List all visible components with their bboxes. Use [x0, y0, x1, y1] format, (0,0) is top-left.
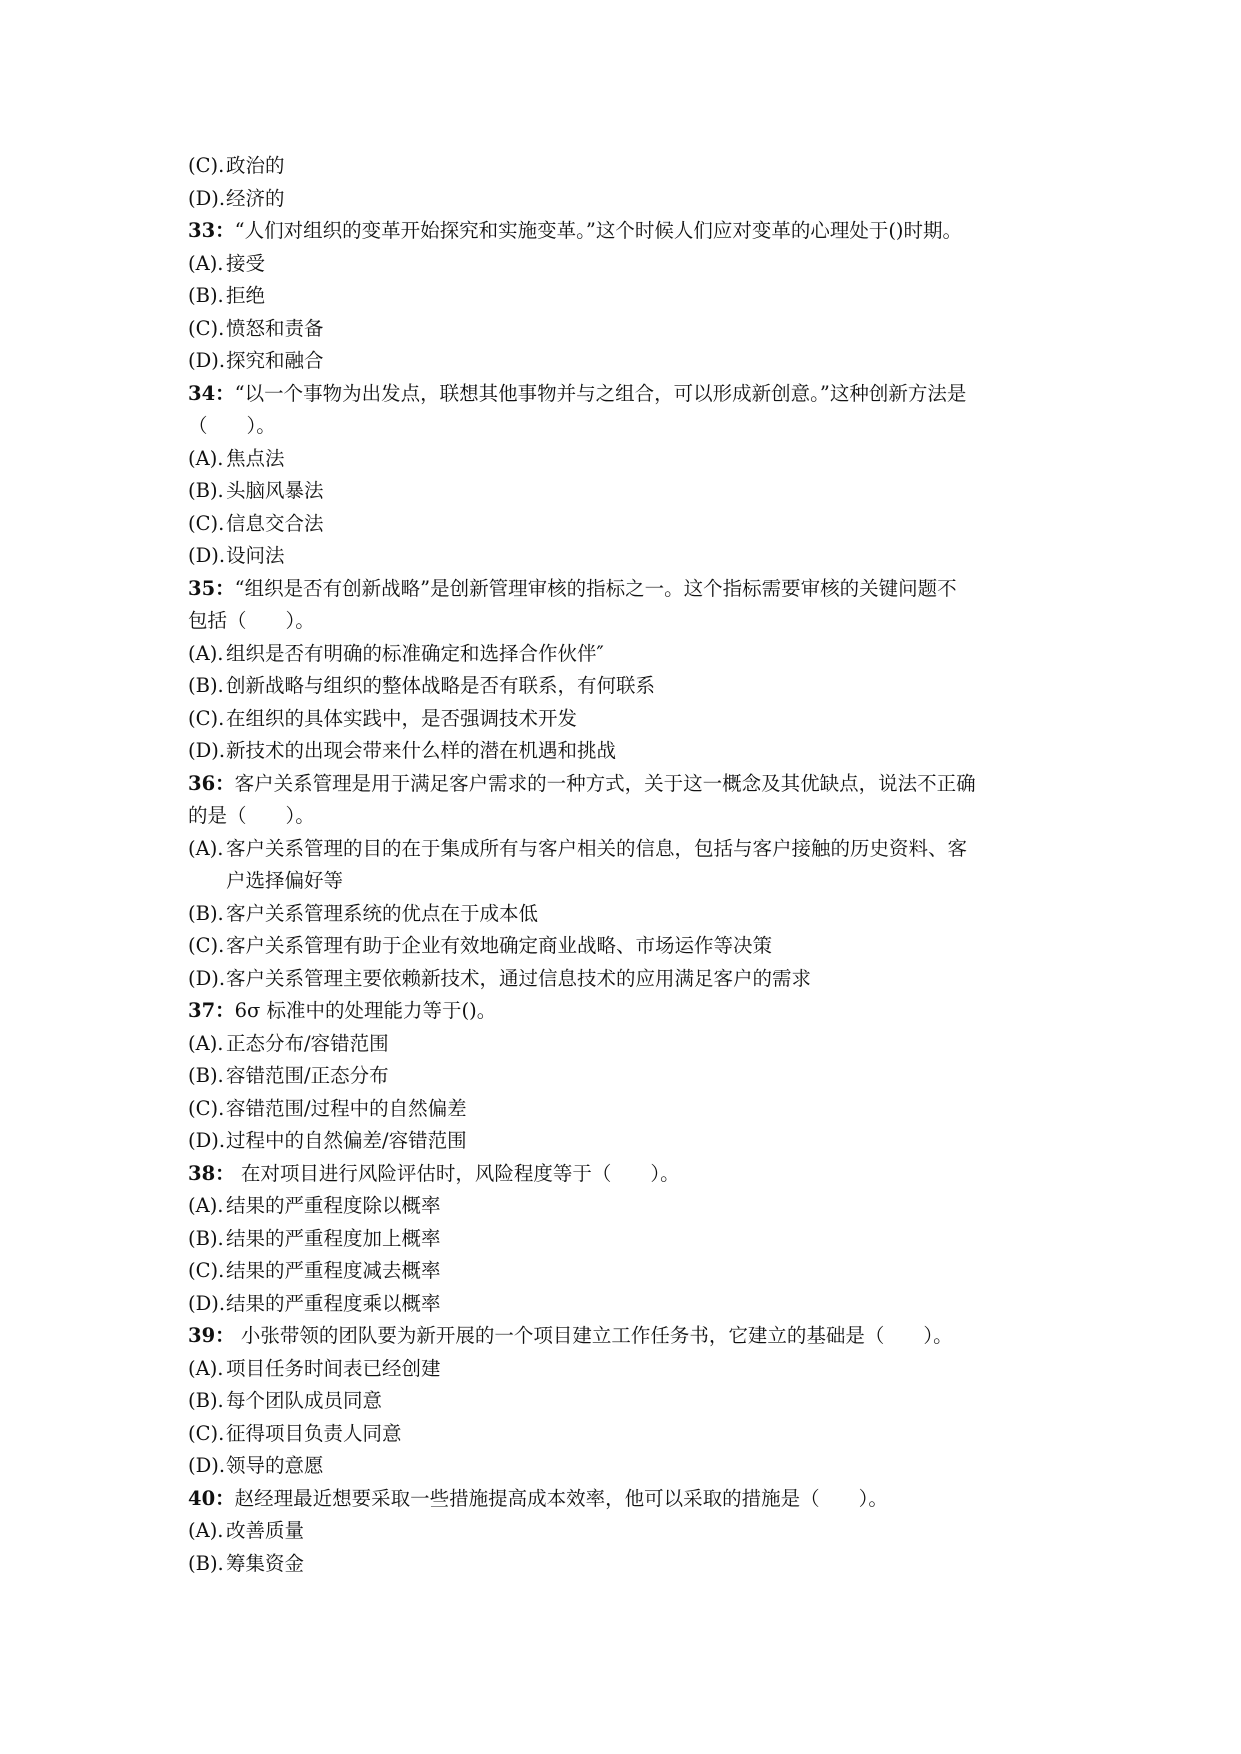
option-line — [188, 1093, 1058, 1126]
option-label: (D). — [188, 1129, 226, 1152]
option-label: (C). — [188, 706, 225, 730]
option-line — [188, 443, 1058, 476]
question-number: 40： — [188, 1486, 235, 1510]
option-line — [188, 1125, 1058, 1158]
option-label: (B). — [188, 1226, 224, 1250]
option-line — [188, 150, 1058, 183]
option-line — [188, 638, 1058, 671]
option-text: 结果的严重程度减去概率 — [226, 1259, 441, 1282]
option-line — [188, 1548, 1058, 1581]
option-label: (D). — [188, 1291, 226, 1315]
option-label: (B). — [188, 1551, 224, 1575]
option-text: 征得项目负责人同意 — [226, 1421, 402, 1445]
option-line — [188, 1255, 1058, 1288]
question-continuation: 的是（ ）。 — [188, 804, 315, 827]
option-line — [188, 1028, 1058, 1061]
question-text: “以一个事物为出发点，联想其他事物并与之组合，可以形成新创意。”这种创新方法是 — [234, 381, 967, 405]
option-label: (B). — [188, 284, 224, 307]
option-label: (C). — [188, 1259, 225, 1282]
option-text: 新技术的出现会带来什么样的潜在机遇和挑战 — [226, 739, 617, 762]
option-text: 焦点法 — [226, 446, 285, 470]
option-line — [188, 475, 1058, 508]
question-line — [188, 995, 1058, 1028]
question-number: 39： — [188, 1324, 235, 1347]
option-label: (A). — [188, 1194, 224, 1217]
option-text: 客户关系管理有助于企业有效地确定商业战略、市场运作等决策 — [226, 934, 773, 957]
option-text: 客户关系管理主要依赖新技术，通过信息技术的应用满足客户的需求 — [226, 966, 812, 990]
option-line — [188, 735, 1058, 768]
option-text: 愤怒和责备 — [226, 316, 324, 340]
question-number: 35： — [188, 576, 235, 600]
option-label: (B). — [188, 901, 224, 925]
option-line — [188, 963, 1058, 996]
option-continuation: 户选择偏好等 — [226, 869, 344, 892]
question-number: 36： — [188, 771, 235, 795]
question-number: 33： — [188, 219, 235, 242]
option-label: (B). — [188, 674, 224, 697]
option-text: 客户关系管理系统的优点在于成本低 — [226, 901, 539, 925]
option-label: (C). — [188, 316, 225, 340]
option-text: 每个团队成员同意 — [226, 1389, 383, 1412]
option-line — [188, 670, 1058, 703]
option-label: (B). — [188, 1389, 224, 1412]
question-line — [188, 378, 1058, 411]
option-line — [188, 930, 1058, 963]
option-label: (A). — [188, 641, 224, 665]
option-text: 信息交合法 — [226, 511, 324, 535]
option-text: 结果的严重程度加上概率 — [226, 1226, 441, 1250]
option-text: 创新战略与组织的整体战略是否有联系，有何联系 — [226, 674, 656, 697]
option-label: (C). — [188, 934, 225, 957]
option-text: 设问法 — [226, 544, 285, 567]
option-line — [188, 508, 1058, 541]
option-line — [188, 280, 1058, 313]
option-label: (D). — [188, 186, 226, 210]
option-text: 客户关系管理的目的在于集成所有与客户相关的信息，包括与客户接触的历史资料、客 — [226, 836, 968, 860]
option-line — [188, 1223, 1058, 1256]
option-line — [188, 345, 1058, 378]
option-line — [188, 540, 1058, 573]
option-label: (D). — [188, 544, 226, 567]
option-text: 容错范围/过程中的自然偏差 — [226, 1096, 467, 1120]
option-text: 结果的严重程度乘以概率 — [226, 1291, 441, 1315]
option-line — [188, 1288, 1058, 1321]
question-text: 客户关系管理是用于满足客户需求的一种方式，关于这一概念及其优缺点，说法不正确 — [234, 771, 976, 795]
option-label: (B). — [188, 1064, 224, 1087]
question-line — [188, 768, 1058, 801]
option-text: 接受 — [226, 251, 266, 275]
question-text: 6σ 标准中的处理能力等于()。 — [234, 999, 497, 1022]
option-label: (A). — [188, 1031, 224, 1055]
option-text: 改善质量 — [226, 1519, 305, 1542]
document-page — [188, 150, 1058, 1580]
option-line — [188, 898, 1058, 931]
option-label: (C). — [188, 1421, 225, 1445]
option-label: (A). — [188, 446, 224, 470]
option-line — [188, 183, 1058, 216]
question-number: 37： — [188, 999, 235, 1022]
question-text: “人们对组织的变革开始探究和实施变革。”这个时候人们应对变革的心理处于()时期。 — [234, 219, 963, 242]
option-label: (B). — [188, 479, 224, 502]
option-line — [188, 1353, 1058, 1386]
question-line — [188, 1158, 1058, 1191]
question-line — [188, 1483, 1058, 1516]
option-line — [188, 1450, 1058, 1483]
question-text: 小张带领的团队要为新开展的一个项目建立工作任务书，它建立的基础是（ ）。 — [234, 1324, 953, 1347]
option-label: (C). — [188, 511, 225, 535]
option-text: 过程中的自然偏差/容错范围 — [226, 1129, 467, 1152]
option-text: 头脑风暴法 — [226, 479, 324, 502]
option-line — [188, 1385, 1058, 1418]
question-text: 赵经理最近想要采取一些措施提高成本效率，他可以采取的措施是（ ）。 — [234, 1486, 888, 1510]
option-line — [188, 313, 1058, 346]
option-line — [188, 1515, 1058, 1548]
option-text: 结果的严重程度除以概率 — [226, 1194, 441, 1217]
option-line — [188, 1190, 1058, 1223]
option-text: 领导的意愿 — [226, 1454, 324, 1477]
option-label: (D). — [188, 739, 226, 762]
option-label: (D). — [188, 966, 226, 990]
option-label: (A). — [188, 836, 224, 860]
question-text: 在对项目进行风险评估时，风险程度等于（ ）。 — [234, 1161, 680, 1185]
option-text: 组织是否有明确的标准确定和选择合作伙伴″ — [226, 641, 604, 665]
option-label: (D). — [188, 1454, 226, 1477]
question-continuation: 包括（ ）。 — [188, 609, 315, 632]
option-text: 在组织的具体实践中，是否强调技术开发 — [226, 706, 578, 730]
option-line — [188, 1418, 1058, 1451]
option-line — [188, 703, 1058, 736]
option-text: 政治的 — [226, 154, 285, 177]
option-line — [188, 1060, 1058, 1093]
question-continuation: （ ）。 — [188, 414, 276, 437]
option-text: 容错范围/正态分布 — [226, 1064, 389, 1087]
option-text: 探究和融合 — [226, 349, 324, 372]
question-number: 38： — [188, 1161, 235, 1185]
question-line — [188, 573, 1058, 606]
question-line — [188, 1320, 1058, 1353]
option-label: (D). — [188, 349, 226, 372]
option-line — [188, 833, 1058, 866]
option-text: 正态分布/容错范围 — [226, 1031, 389, 1055]
option-text: 筹集资金 — [226, 1551, 305, 1575]
option-label: (C). — [188, 154, 225, 177]
option-text: 拒绝 — [226, 284, 266, 307]
option-label: (A). — [188, 1519, 224, 1542]
option-label: (A). — [188, 251, 224, 275]
question-number: 34： — [188, 381, 235, 405]
question-line — [188, 215, 1058, 248]
question-text: “组织是否有创新战略”是创新管理审核的指标之一。这个指标需要审核的关键问题不 — [234, 576, 957, 600]
option-text: 经济的 — [226, 186, 285, 210]
option-label: (A). — [188, 1356, 224, 1380]
option-label: (C). — [188, 1096, 225, 1120]
option-line — [188, 248, 1058, 281]
option-text: 项目任务时间表已经创建 — [226, 1356, 441, 1380]
